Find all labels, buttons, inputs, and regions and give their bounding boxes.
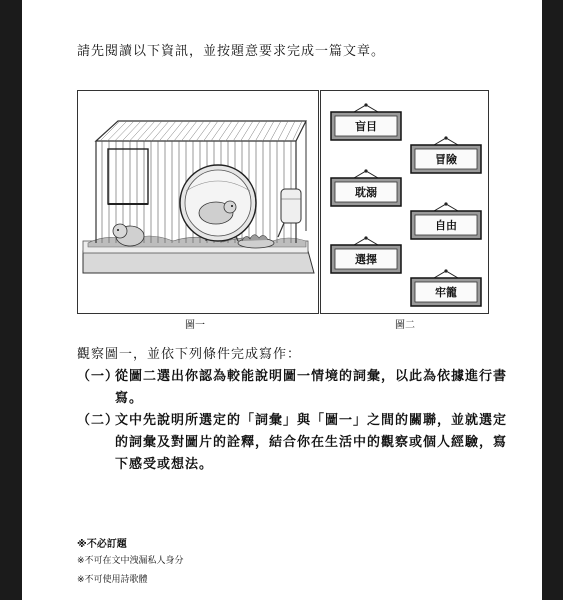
word-sign-4 (411, 202, 481, 239)
observe-instruction: 觀察圖一，並依下列條件完成寫作： (77, 347, 302, 362)
word-sign-6 (411, 269, 481, 306)
word-sign-label: 自由 (435, 219, 457, 232)
word-sign-label: 耽溺 (355, 186, 377, 199)
condition-2-text: 文中先說明所選定的「詞彙」與「圖一」之間的關聯，並就選定的詞彙及對圖片的詮釋，結合你在生活中的觀察或個人經驗，寫下感受或想法。 (115, 413, 508, 472)
word-sign-label: 牢籠 (435, 286, 457, 299)
word-sign-5 (331, 236, 401, 273)
worksheet-page (22, 0, 542, 600)
word-sign-1 (331, 103, 401, 140)
note-2: ※不可使用詩歌體 (77, 575, 148, 585)
figure-2-caption: 圖二 (395, 320, 415, 331)
word-sign-label: 冒險 (435, 153, 457, 166)
note-1: ※不可在文中洩漏私人身分 (77, 556, 184, 566)
condition-1-text: 從圖二選出你認為較能說明圖一情境的詞彙，以此為依據進行書寫。 (115, 369, 508, 406)
word-signs-board (321, 91, 488, 313)
word-sign-2 (411, 136, 481, 173)
condition-1-number: （一） (77, 369, 120, 384)
word-sign-label: 選擇 (355, 253, 377, 266)
hamster-cage-illustration (78, 91, 318, 313)
word-sign-label: 盲目 (355, 120, 377, 133)
figure-2-word-signs (320, 90, 489, 314)
notes-heading: ※不必訂題 (77, 539, 127, 550)
figure-1-caption: 圖一 (185, 320, 205, 331)
figure-1-hamster-cage (77, 90, 319, 314)
instruction-text: 請先閱讀以下資訊，並按題意要求完成一篇文章。 (77, 44, 386, 59)
condition-2-number: （二） (77, 413, 120, 428)
word-sign-3 (331, 169, 401, 206)
